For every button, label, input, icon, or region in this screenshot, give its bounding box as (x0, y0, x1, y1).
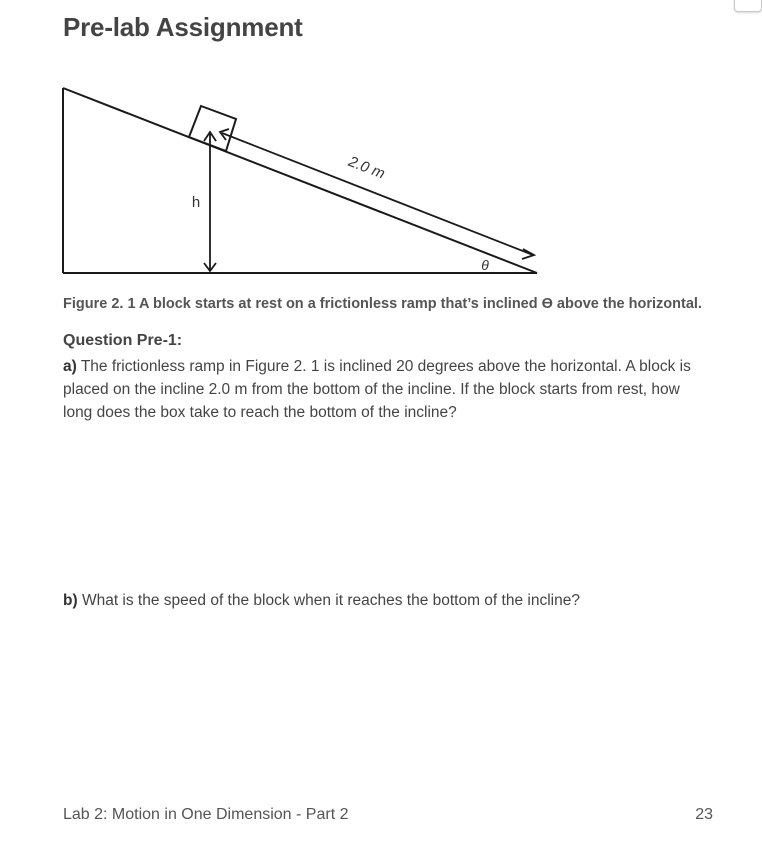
part-a-text: The frictionless ramp in Figure 2. 1 is inclined 20 degrees above the horizontal. A block is placed on the incline 2.0 m from the bottom of the incline. If the block starts from rest, how long does the box take to reach the bottom of the incline? (63, 358, 691, 421)
distance-label: 2.0 m (346, 153, 388, 183)
part-b-text: What is the speed of the block when it reaches the bottom of the incline? (77, 592, 580, 609)
part-a-label: a) (63, 358, 77, 375)
figure-caption: Figure 2. 1 A block starts at rest on a frictionless ramp that’s inclined ϴ above the horizontal. (63, 296, 702, 312)
angle-label: θ (481, 257, 489, 273)
page-title: Pre-lab Assignment (63, 12, 303, 42)
footer-lab-title: Lab 2: Motion in One Dimension - Part 2 (63, 806, 349, 823)
incline-diagram (0, 0, 762, 290)
part-b-label: b) (63, 592, 78, 609)
height-arrow (204, 132, 216, 271)
height-label: h (191, 194, 201, 211)
page-number: 23 (695, 806, 713, 823)
question-heading: Question Pre-1: (63, 332, 183, 349)
distance-arrow (220, 129, 534, 259)
question-part-a (63, 355, 713, 424)
block (189, 106, 236, 151)
question-part-b (63, 589, 713, 612)
ramp-triangle (63, 88, 537, 273)
